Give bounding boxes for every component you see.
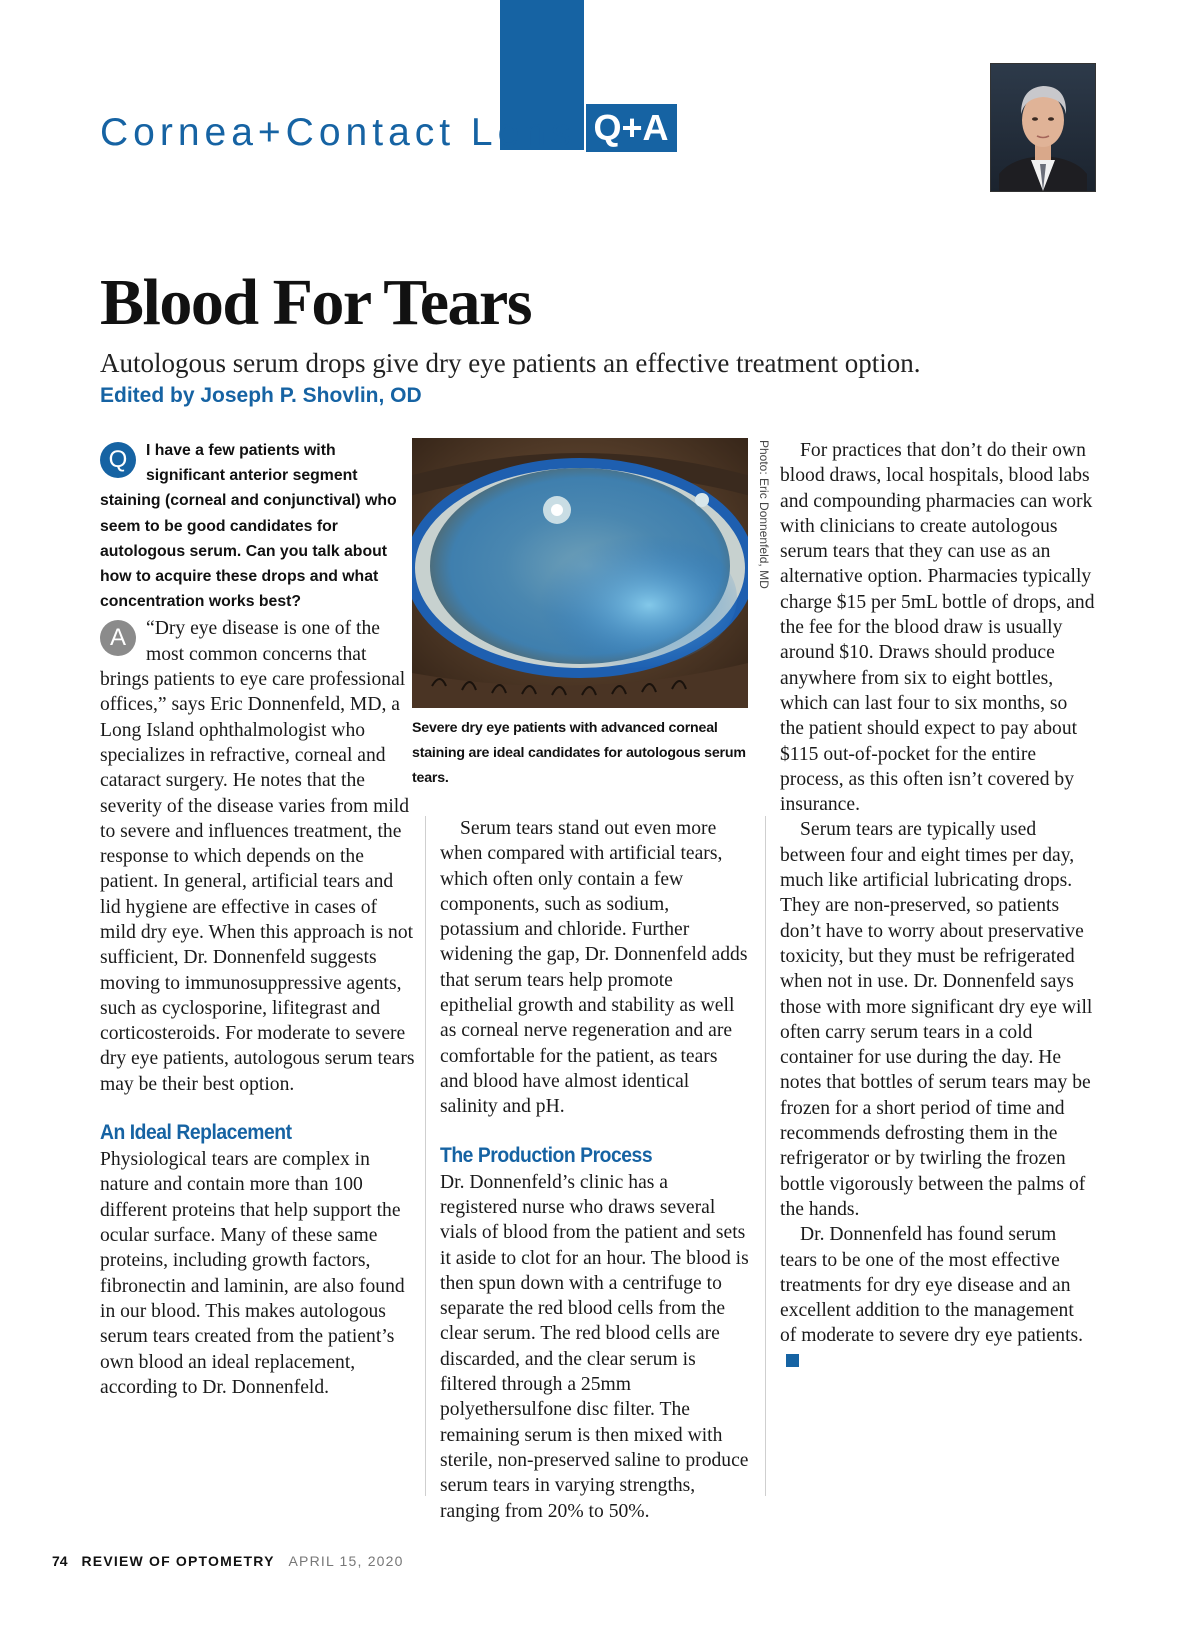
publication-name: REVIEW OF OPTOMETRY bbox=[81, 1553, 275, 1569]
body-paragraph: For practices that don’t do their own blood draws, local hospitals, blood labs and compounding pharmacies can work with clinicians to create autologous serum tears that they can use as an alternative option. Pharmacies typically charge $15 per 5mL bottle of drops, and the fee for the blood draw is usually around $10. Draws should produce anywhere from six to eight bottles, which can last four to six months, so the patient should expect to pay about $115 out-of-pocket for the entire process, as this often isn’t covered by insurance. bbox=[780, 440, 1095, 816]
portrait-image bbox=[991, 64, 1095, 191]
body-paragraph: Dr. Donnenfeld’s clinic has a registered nurse who draws several vials of blood from the patient and sets it aside to clot for an hour. The blood is then spun down with a centrifuge to separate the red blood cells from the clear serum. The red blood cells are discarded, and the clear serum is filtered through a 25mm polyethersulfone disc filter. The remaining serum is then mixed with sterile, non-preserved saline to produce serum tears in varying strengths, ranging from 20% to 50%. bbox=[440, 1171, 749, 1522]
answer-block bbox=[100, 616, 415, 1097]
article-subtitle: Autologous serum drops give dry eye patients an effective treatment option. bbox=[100, 348, 921, 378]
page-footer bbox=[52, 1554, 404, 1568]
editor-portrait bbox=[990, 63, 1096, 192]
section-heading-ideal-replacement: An Ideal Replacement bbox=[100, 1121, 292, 1145]
column-2 bbox=[440, 816, 750, 1524]
body-paragraph: Physiological tears are complex in nature and contain more than 100 different proteins that help support the ocular surface. Many of these same proteins, including growth factors, fibronectin and laminin, are also found in our blood. This makes autologous serum tears created from the patient’s own blood an ideal replacement, according to Dr. Donnenfeld. bbox=[100, 1149, 405, 1398]
article-editor: Edited by Joseph P. Shovlin, OD bbox=[100, 384, 422, 407]
final-paragraph-text: Dr. Donnenfeld has found serum tears to be one of the most effective treatments for dry eye disease and an excellent addition to the management of moderate to severe dry eye patients. bbox=[780, 1224, 1084, 1347]
question-block bbox=[100, 438, 415, 614]
column-3 bbox=[780, 438, 1095, 1374]
department-header bbox=[100, 104, 677, 152]
photo-caption: Severe dry eye patients with advanced corneal staining are ideal candidates for autologous serum tears. bbox=[412, 720, 746, 786]
body-paragraph: Serum tears are typically used between four and eight times per day, much like artificial lubricating drops. They are non-preserved, so patients don’t have to worry about preservative toxicity, but they must be refrigerated when not in use. Dr. Donnenfeld says those with more significant dry eye will often carry serum tears in a cold container for use during the day. He notes that bottles of serum tears may be frozen for a short period of time and recommends defrosting them in the refrigerator or by twirling the frozen bottle vigorously between the palms of the hands. bbox=[780, 819, 1093, 1220]
end-of-article-mark bbox=[786, 1354, 799, 1367]
column-1 bbox=[100, 438, 415, 1400]
page-number: 74 bbox=[52, 1553, 68, 1569]
department-tag: Q+A bbox=[586, 104, 677, 152]
question-text: I have a few patients with significant anterior segment staining (corneal and conjunctival) who seem to be good candidates for autologous serum. Can you talk about how to acquire these drops and what concentration works best? bbox=[100, 442, 397, 611]
article-title: Blood For Tears bbox=[100, 266, 532, 339]
question-badge: Q bbox=[100, 442, 136, 478]
body-paragraph: Serum tears stand out even more when compared with artificial tears, which often only contain a few components, such as sodium, potassium and chloride. Further widening the gap, Dr. Donnenfeld adds that serum tears help promote epithelial growth and stability as well as corneal nerve regeneration and are comfortable for the patient, as tears and blood have almost identical salinity and pH. bbox=[440, 818, 748, 1118]
department-name: Cornea+Contact Lens bbox=[100, 111, 576, 154]
issue-date: APRIL 15, 2020 bbox=[288, 1553, 404, 1569]
stained-cornea-image bbox=[412, 438, 748, 708]
section-heading-production-process: The Production Process bbox=[440, 1143, 653, 1167]
body-paragraph-final bbox=[780, 1222, 1095, 1374]
column-divider bbox=[425, 816, 426, 1496]
photo-credit: Photo: Eric Donnenfeld, MD bbox=[757, 440, 771, 589]
answer-badge: A bbox=[100, 620, 136, 656]
answer-paragraph: “Dry eye disease is one of the most common concerns that brings patients to eye care professional offices,” says Eric Donnenfeld, MD, a Long Island ophthalmologist who specializes in refractive, corneal and cataract surgery. He notes that the severity of the disease varies from mild to severe and influences treatment, the response to which depends on the patient. In general, artificial tears and lid hygiene are effective in cases of mild dry eye. When this approach is not sufficient, Dr. Donnenfeld suggests moving to immunosuppressive agents, such as cyclosporine, lifitegrast and corticosteroids. For moderate to severe dry eye patients, autologous serum tears may be their best option. bbox=[100, 618, 415, 1095]
eye-photo bbox=[412, 438, 748, 708]
column-divider bbox=[765, 816, 766, 1496]
